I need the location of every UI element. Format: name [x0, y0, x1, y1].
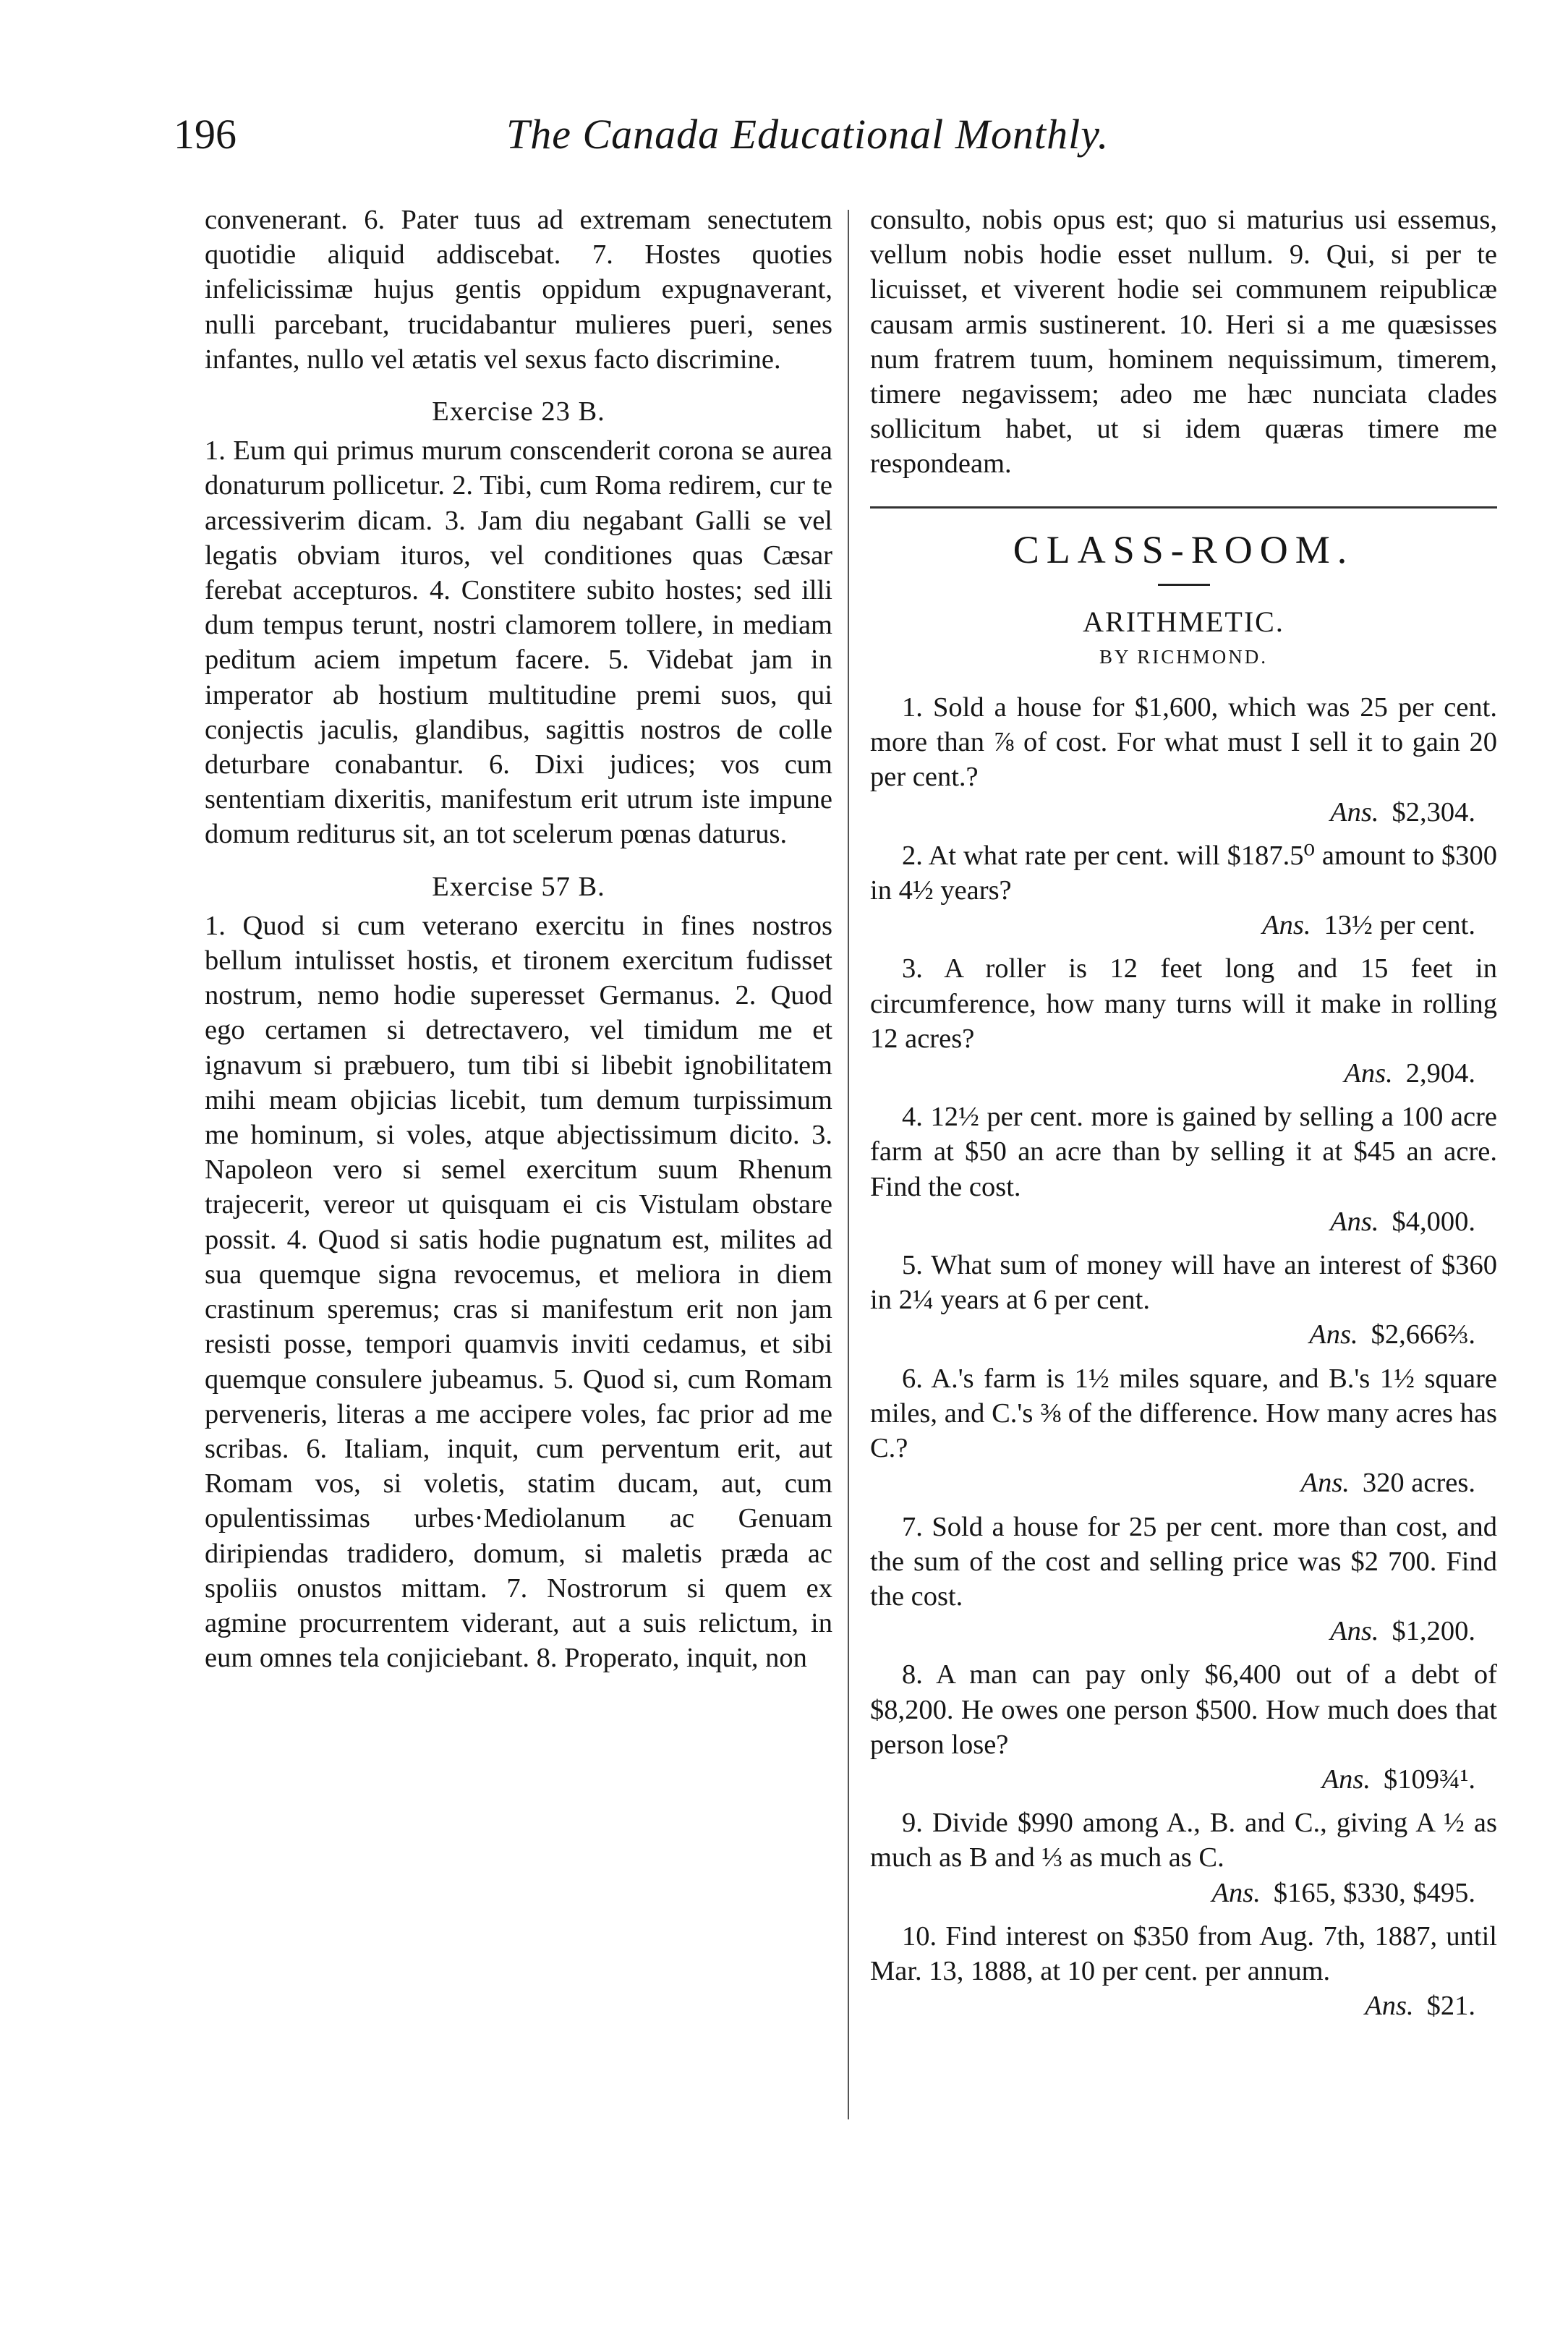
- exercise-heading: Exercise 23 B.: [432, 396, 605, 427]
- arithmetic-problem: [870, 951, 1497, 1091]
- arithmetic-problem: [870, 1657, 1497, 1797]
- arithmetic-problem: [870, 1099, 1497, 1239]
- arithmetic-problem: [870, 1248, 1497, 1353]
- column-divider: [848, 210, 849, 2119]
- problem-answer: [870, 1056, 1497, 1091]
- problem-answer: [870, 1988, 1497, 2023]
- problem-answer: [870, 1762, 1497, 1797]
- subsection-title: ARITHMETIC.: [1083, 605, 1284, 638]
- problem-list: [870, 690, 1497, 2023]
- answer-value: 2,904.: [1405, 1058, 1475, 1089]
- problem-question: 3. A roller is 12 feet long and 15 feet in circumference, how many turns will it make in rolling 12 acres?: [870, 953, 1497, 1054]
- answer-label: Ans.: [1330, 1616, 1379, 1647]
- problem-question: 6. A.'s farm is 1½ miles square, and B.'s 1½ square miles, and C.'s ⅜ of the difference. How many acres has C.?: [870, 1363, 1497, 1464]
- latin-continuation: convenerant. 6. Pater tuus ad extremam senectutem quotidie aliquid addiscebat. 7. Hostes quoties infelicissimæ hujus gentis oppidum expugnaverant, nulli parcebant, trucidabantur mulieres pueri, senes infantes, nullo vel ætatis vel sexus facto discrimine.: [205, 205, 832, 375]
- journal-title: The Canada Educational Monthly.: [506, 111, 1109, 158]
- latin-continuation: consulto, nobis opus est; quo si maturius usi essemus, vellum nobis hodie esset nullum. 9. Qui, si per te licuisset, et viverent hodie sei communem reipublicæ causam armis sustinerent. 10. Heri si a me quæsisses num fratrem tuum, hominem nequissimum, timerem, timere negavissem; adeo me hæc nunciata clades sollicitum habet, ut si idem quæras timere me respondeam.: [870, 205, 1497, 480]
- answer-label: Ans.: [1330, 796, 1379, 828]
- arithmetic-problem: [870, 1805, 1497, 1910]
- exercise-heading: Exercise 57 B.: [432, 871, 605, 902]
- problem-question: 8. A man can pay only $6,400 out of a debt of $8,200. He owes one person $500. How much does that person lose?: [870, 1659, 1497, 1760]
- problem-question: 7. Sold a house for 25 per cent. more than cost, and the sum of the cost and selling price was $2 700. Find the cost.: [870, 1511, 1497, 1612]
- answer-value: $109¾¹.: [1383, 1764, 1475, 1795]
- problem-question: 9. Divide $990 among A., B. and C., giving A ½ as much as B and ⅓ as much as C.: [870, 1808, 1497, 1873]
- problem-answer: [870, 1614, 1497, 1649]
- problem-answer: [870, 1465, 1497, 1500]
- problem-answer: [870, 1876, 1497, 1910]
- section-title: CLASS-ROOM.: [1013, 527, 1355, 571]
- page-number: 196: [174, 111, 237, 158]
- problem-answer: [870, 1204, 1497, 1239]
- problem-question: 4. 12½ per cent. more is gained by selling a 100 acre farm at $50 an acre than by selling it at $45 an acre. Find the cost.: [870, 1102, 1497, 1202]
- answer-label: Ans.: [1330, 1206, 1379, 1237]
- answer-label: Ans.: [1344, 1058, 1393, 1089]
- section-rule: [870, 506, 1497, 509]
- exercise-text: 1. Eum qui primus murum conscenderit corona se aurea donaturum pollicetur. 2. Tibi, cum Roma redirem, cur te arcessiverim dicam. 3. Jam diu negabant Galli se vel legatis obviam ituros, vel conditiones quas Cæsar ferebat accepturos. 4. Constitere subito hostes; sed illi dum tempus terunt, nostri clamorem tollere, in mediam peditum aciem impetum facere. 5. Videbat jam in imperator ab hostium multitudine premi suos, qui conjectis jaculis, glandibus, sagittis nostros de colle deturbare conabantur. 6. Dixi judices; vos cum sententiam dixeritis, manifestum erit utrum iste impune domum rediturus sit, an tot scelerum pœnas daturus.: [205, 435, 832, 850]
- answer-value: $21.: [1426, 1991, 1475, 2022]
- running-header: [174, 110, 1475, 168]
- problem-question: 5. What sum of money will have an interest of $360 in 2¼ years at 6 per cent.: [870, 1250, 1497, 1316]
- problem-question: 2. At what rate per cent. will $187.5⁰ amount to $300 in 4½ years?: [870, 840, 1497, 906]
- answer-label: Ans.: [1211, 1877, 1261, 1908]
- answer-value: 320 acres.: [1362, 1468, 1475, 1499]
- byline: BY RICHMOND.: [1099, 645, 1268, 668]
- answer-label: Ans.: [1365, 1991, 1414, 2022]
- answer-value: $2,666⅔.: [1371, 1319, 1475, 1350]
- answer-value: $1,200.: [1392, 1616, 1475, 1647]
- problem-question: 10. Find interest on $350 from Aug. 7th, 1887, until Mar. 13, 1888, at 10 per cent. per annum.: [870, 1920, 1497, 1986]
- answer-value: $165, $330, $495.: [1273, 1877, 1475, 1908]
- arithmetic-problem: [870, 1361, 1497, 1501]
- exercise-text: 1. Quod si cum veterano exercitu in fines nostros bellum intulisset hostis, et tironem exercitum fudisset nostrum, nemo hodie superesset Germanus. 2. Quod ego certamen si detrectavero, vel timidum me et ignavum si præbuero, tum tibi si libebit ignobilitatem mihi meam objicias licebit, tum demum turpissimum me hominum, si voles, atque abjectissimum dicito. 3. Napoleon vero si semel exercitum suum Rhenum trajecerit, vereor ut quisquam ei cis Vistulam obstare possit. 4. Quod si satis hodie pugnatum est, milites ad sua quemque signa revocemus, et meliora in diem crastinum speremus; cras si manifestum erit non jam resisti posse, tempori quamvis inviti cedamus, et sibi quemque consulere jubeamus. 5. Quod si, cum Romam perveneris, literas a me accipere voles, fac prior ad me scribas. 6. Italiam, inquit, cum perventum erit, aut Romam vos, si voletis, statim ducam, aut, cum opulentissimas urbes·Mediolanum ac Genuam diripiendas tradidero, domum, si maletis præda ac spoliis onustos mittam. 7. Nostrorum si quem ex agmine procurrentem viderant, aut a suis relictum, in eum omnes tela conjiciebant. 8. Properato, inquit, non: [205, 910, 832, 1674]
- short-rule: [1158, 584, 1210, 586]
- arithmetic-problem: [870, 1919, 1497, 2024]
- arithmetic-problem: [870, 1510, 1497, 1649]
- problem-answer: [870, 908, 1497, 943]
- arithmetic-problem: [870, 838, 1497, 943]
- left-column: [205, 203, 832, 1675]
- answer-value: $4,000.: [1392, 1206, 1475, 1237]
- answer-label: Ans.: [1321, 1764, 1371, 1795]
- arithmetic-problem: [870, 690, 1497, 830]
- answer-value: 13½ per cent.: [1324, 910, 1475, 941]
- problem-answer: [870, 795, 1497, 830]
- answer-value: $2,304.: [1392, 796, 1475, 828]
- right-column: [870, 203, 1497, 2032]
- answer-label: Ans.: [1309, 1319, 1358, 1350]
- problem-question: 1. Sold a house for $1,600, which was 25 per cent. more than ⅞ of cost. For what must I sell it to gain 20 per cent.?: [870, 692, 1497, 793]
- problem-answer: [870, 1317, 1497, 1352]
- answer-label: Ans.: [1300, 1468, 1350, 1499]
- answer-label: Ans.: [1262, 910, 1311, 941]
